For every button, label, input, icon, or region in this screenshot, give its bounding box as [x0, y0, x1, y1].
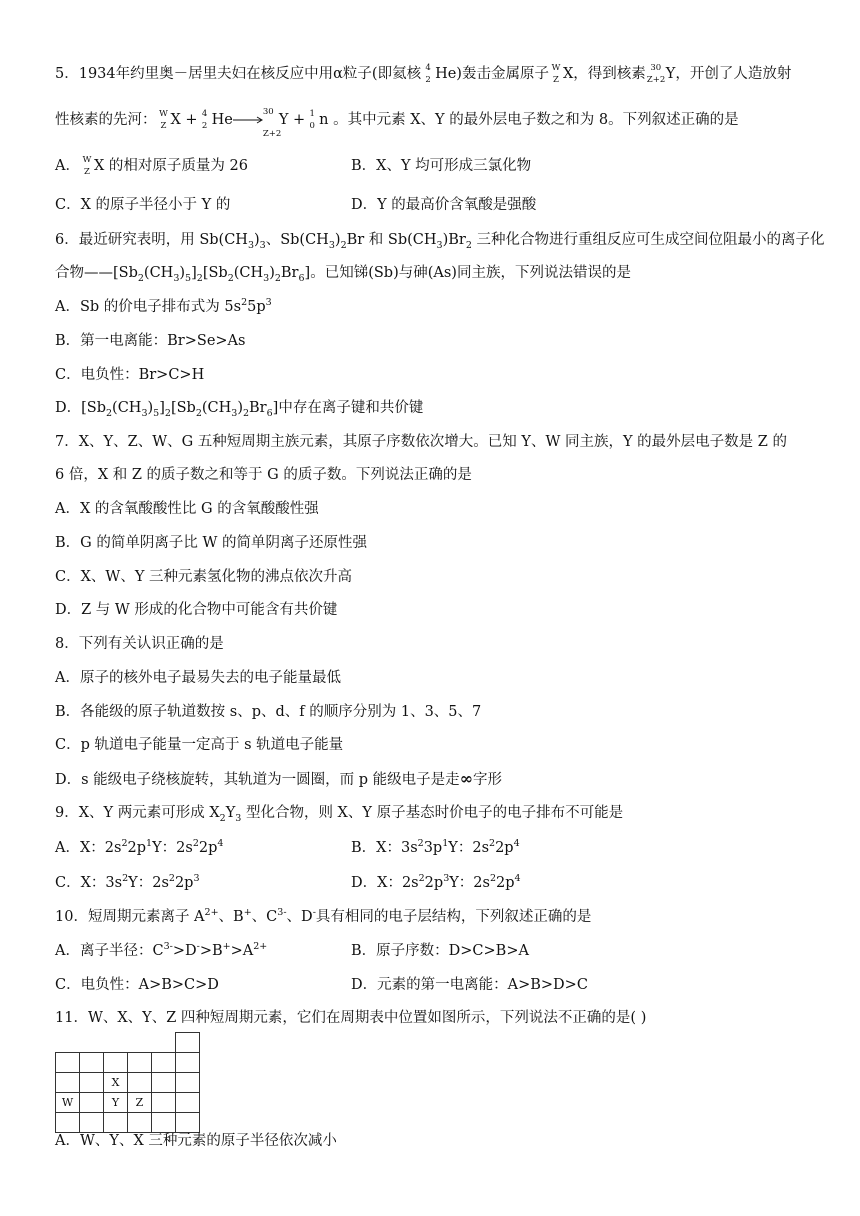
periodic-cell — [128, 1053, 152, 1073]
periodic-cell-x: X — [104, 1073, 128, 1093]
q8-option-d: D．s 能级电子绕核旋转，其轨道为一圆圈，而 p 能级电子是走∞字形 — [55, 769, 503, 788]
q11-stem: 11．W、X、Y、Z 四种短周期元素，它们在周期表中位置如图所示，下列说法不正确的是( ) — [55, 1010, 647, 1026]
periodic-table-fragment — [55, 1032, 200, 1133]
q6-stem-line1: 6．最近研究表明，用 $Sb(CH_3)_3$、$Sb(CH_3)_2Br$ 和 $Sb(CH_3)Br_2$ 三种化合物进行重组反应可生成空间位阻最小的离子化 — [55, 232, 825, 251]
periodic-cell — [176, 1053, 200, 1073]
periodic-cell — [80, 1053, 104, 1073]
nuclide-notation: 4 2 — [425, 63, 431, 85]
periodic-cell — [152, 1093, 176, 1113]
nuclide-notation: 4 2 — [201, 109, 208, 131]
periodic-cell — [104, 1113, 128, 1133]
q7-stem-line2: 6 倍，X 和 Z 的质子数之和等于 G 的质子数。下列说法正确的是 — [55, 467, 472, 483]
nuclide-notation: W Z — [551, 63, 561, 85]
periodic-cell — [152, 1073, 176, 1093]
q10-stem: 10．短周期元素离子 $A^{2+}$、B+、$C^{3-}$、D-具有相同的电子层结构，下列叙述正确的是 — [55, 907, 592, 925]
q7-option-b: B．G 的简单阴离子比 W 的简单阴离子还原性强 — [55, 535, 367, 551]
q6-option-d: D．$[Sb_2(CH_3)_5]_2[Sb_2(CH_3)_2Br_6]$中存在离子键和共价键 — [55, 400, 424, 419]
q5-stem-line1: 5．1934年约里奥－居里夫妇在核反应中用α粒子(即氦核 4 2 He)轰击金属原子 W Z X，得到核素 30 Z+2 Y，开创了人造放射 — [55, 63, 792, 85]
q5-option-a: A． W Z X 的相对原子质量为 26 — [55, 155, 248, 177]
periodic-cell — [176, 1113, 200, 1133]
q7-option-c: C．X、W、Y 三种元素氢化物的沸点依次升高 — [55, 569, 353, 585]
periodic-cell — [176, 1093, 200, 1113]
periodic-cell — [176, 1033, 200, 1053]
q6-option-c: C．电负性：Br>C>H — [55, 367, 205, 383]
q9-option-c: C．X：$3s^2Y$：$2s^22p^3$ — [55, 873, 200, 891]
periodic-cell — [80, 1073, 104, 1093]
periodic-cell — [80, 1093, 104, 1113]
nuclide-notation: W Z — [82, 155, 92, 177]
reaction-arrow-icon: 30 Z+2 — [233, 112, 273, 128]
q6-stem-line2: 合物$——[Sb_2(CH_3)_5]_2[Sb_2(CH_3)_2Br_6]$。已知锑(Sb)与砷(As)同主族，下列说法错误的是 — [55, 265, 631, 284]
q5-stem-line2: 性核素的先河： W Z X + 4 2 He 30 Z+2 Y + 1 0 n 。其中元素 X、Y 的最外层电子数之和为 8。下列叙述正确的是 — [55, 107, 739, 139]
periodic-cell — [128, 1113, 152, 1133]
q10-option-b: B．原子序数：D>C>B>A — [351, 943, 529, 959]
q5-option-b: B．X、Y 均可形成三氯化物 — [351, 158, 532, 174]
q11-option-a: A．W、Y、X 三种元素的原子半径依次减小 — [55, 1133, 337, 1149]
q9-option-a: A．X：$2s^22p^1Y$：$2s^22p^4$ — [55, 838, 224, 856]
periodic-cell — [56, 1073, 80, 1093]
periodic-cell — [152, 1053, 176, 1073]
periodic-cell-y: Y — [104, 1093, 128, 1113]
periodic-cell — [104, 1053, 128, 1073]
q7-option-a: A．X 的含氧酸酸性比 G 的含氧酸酸性强 — [55, 501, 319, 517]
periodic-cell — [152, 1113, 176, 1133]
periodic-cell — [56, 1053, 80, 1073]
q7-option-d: D．Z 与 W 形成的化合物中可能含有共价键 — [55, 602, 338, 618]
q10-option-c: C．电负性：A>B>C>D — [55, 977, 219, 993]
nuclide-notation: 30 Z+2 — [646, 63, 666, 85]
q9-option-d: D．X：$2s^22p^3Y$：$2s^22p^4$ — [351, 873, 521, 891]
q5-option-d: D．Y 的最高价含氧酸是强酸 — [351, 197, 537, 213]
q8-option-b: B．各能级的原子轨道数按 s、p、d、f 的顺序分别为 1、3、5、7 — [55, 704, 482, 720]
periodic-cell — [80, 1113, 104, 1133]
q9-option-b: B．X：$3s^23p^1Y$：$2s^22p^4$ — [351, 838, 520, 856]
q8-option-a: A．原子的核外电子最易失去的电子能量最低 — [55, 670, 341, 686]
periodic-cell-w: W — [56, 1093, 80, 1113]
q8-stem: 8．下列有关认识正确的是 — [55, 636, 224, 652]
periodic-cell-z: Z — [128, 1093, 152, 1113]
periodic-cell — [128, 1073, 152, 1093]
q5-option-c: C．X 的原子半径小于 Y 的 — [55, 197, 231, 213]
q7-stem-line1: 7．X、Y、Z、W、G 五种短周期主族元素，其原子序数依次增大。已知 Y、W 同主族，Y 的最外层电子数是 Z 的 — [55, 434, 787, 450]
periodic-cell — [56, 1113, 80, 1133]
nuclide-notation: 1 0 — [309, 109, 315, 131]
q10-option-a: A．离子半径：$C^{3-}>D^->B^+>A^{2+}$ — [55, 941, 268, 959]
q6-option-a: A．Sb 的价电子排布式为 $5s^25p^3$ — [55, 297, 272, 315]
nuclide-notation: W Z — [159, 109, 168, 131]
q8-option-c: C．p 轨道电子能量一定高于 s 轨道电子能量 — [55, 737, 344, 753]
periodic-cell — [176, 1073, 200, 1093]
infinity-shape-icon: ∞ — [459, 769, 474, 788]
q6-option-b: B．第一电离能：Br>Se>As — [55, 333, 246, 349]
q9-stem: 9．X、Y 两元素可形成 $X_2Y_3$ 型化合物，则 X、Y 原子基态时价电子的电子排布不可能是 — [55, 805, 624, 824]
q10-option-d: D．元素的第一电离能：A>B>D>C — [351, 977, 588, 993]
